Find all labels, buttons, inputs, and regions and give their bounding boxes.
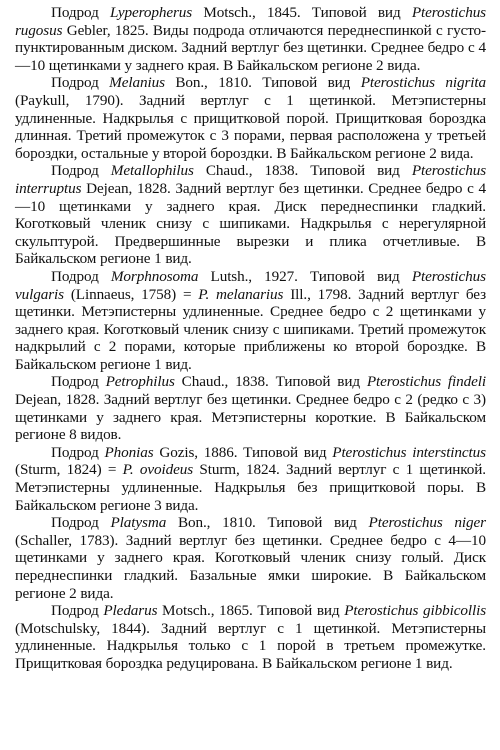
- type-species-name: Pterostichus gibbicollis: [344, 602, 487, 620]
- type-species-name: Pterostichus vulgaris: [15, 267, 486, 303]
- subgenus-paragraph-phonias: Подрод Phonias Gozis, 1886. Типовой вид Pterostichus interstinctus (Sturm, 1824) = P. ovoideus Sturm, 1824. Задний вертлуг с 1 щетинкой. Метэпистерны удлиненные. Надкрылья без прищитковой поры. В Байкальском регионе 3 вида.: [15, 443, 486, 514]
- subgenus-paragraph-morphnosoma: Подрод Morphnosoma Lutsh., 1927. Типовой вид Pterostichus vulgaris (Linnaeus, 1758) = P. melanarius Ill., 1798. Задний вертлуг без щетинки. Метэпистерны удлиненные. Среднее бедро с 2 щетинками у заднего края. Коготковый членик снизу с шипиками. Третий промежуток надкрылий с 2 порами, которые приближены ко второй бороздке. В Байкальском регионе 1 вид.: [15, 267, 487, 373]
- subgenus-paragraph-lyperopherus: Подрод Lyperopherus Motsch., 1845. Типовой вид Pterostichus rugosus Gebler, 1825. Виды подрода отличаются переднеспинкой с густо-пунктированным диском. Задний вертлуг без щетинки. Среднее бедро с 4—10 щетинками у заднего края. В Байкальском регионе 2 вида.: [15, 4, 486, 74]
- subgenus-paragraph-pledarus: Подрод Pledarus Motsch., 1865. Типовой вид Pterostichus gibbicollis (Motschulsky, 1844). Задний вертлуг с 1 щетинкой. Метэпистерны удлиненные. Надкрылья только с 1 порой в третьем промежутке. Прищитковая бороздка редуцирована. В Байкальском регионе 1 вид.: [15, 602, 487, 672]
- subgenus-name: Lyperopherus: [109, 4, 193, 21]
- type-species-name: Pterostichus findeli: [366, 373, 486, 391]
- type-species-name: Pterostichus niger: [368, 514, 486, 532]
- subgenus-paragraph-melanius: Подрод Melanius Bon., 1810. Типовой вид Pterostichus nigrita (Paykull, 1790). Задний вертлуг с 1 щетинкой. Метэпистерны удлиненные. Надкрылья с прищитковой порой. Прищитковая бороздка длинная. Третий промежуток с 3 порами, первая расположена у третьей бороздки, остальные у второй бороздки. В Байкальском регионе 2 вида.: [15, 74, 486, 162]
- subgenus-name: Petrophilus: [105, 373, 175, 391]
- subgenus-paragraph-petrophilus: Подрод Petrophilus Chaud., 1838. Типовой вид Pterostichus findeli Dejean, 1828. Задний вертлуг без щетинки. Среднее бедро с 2 (редко с 3) щетинками у заднего края. Метэпистерны короткие. В Байкальском регионе 8 видов.: [15, 373, 486, 444]
- type-species-name: Pterostichus interruptus: [15, 162, 487, 197]
- subgenus-name: Platysma: [110, 514, 167, 532]
- synonym-name: P. ovoideus: [122, 461, 194, 479]
- subgenus-name: Pledarus: [103, 602, 158, 620]
- synonym-name: P. melanarius: [198, 285, 284, 303]
- subgenus-name: Melanius: [109, 74, 165, 92]
- subgenus-name: Morphnosoma: [110, 267, 199, 285]
- type-species-name: Pterostichus nigrita: [360, 74, 486, 92]
- type-species-name: Pterostichus rugosus: [15, 4, 486, 39]
- subgenus-paragraph-metallophilus: Подрод Metallophilus Chaud., 1838. Типовой вид Pterostichus interruptus Dejean, 1828. Задний вертлуг без щетинки. Среднее бедро с 4—10 щетинками у заднего края. Диск переднеспинки гладкий. Коготковый членик снизу с шипиками. Надкрылья с нерегулярной скульптурой. Предвершинные вырезки и плика отчетливые. В Байкальском регионе 1 вид.: [15, 162, 487, 268]
- subgenus-name: Phonias: [104, 443, 154, 461]
- subgenus-name: Metallophilus: [110, 162, 194, 180]
- subgenus-paragraph-platysma: Подрод Platysma Bon., 1810. Типовой вид Pterostichus niger (Schaller, 1783). Задний вертлуг без щетинки. Среднее бедро с 4—10 щетинками у заднего края. Коготковый членик снизу голый. Диск переднеспинки гладкий. Базальные ямки широкие. В Байкальском регионе 2 вида.: [15, 514, 486, 602]
- type-species-name: Pterostichus interstinctus: [332, 443, 486, 461]
